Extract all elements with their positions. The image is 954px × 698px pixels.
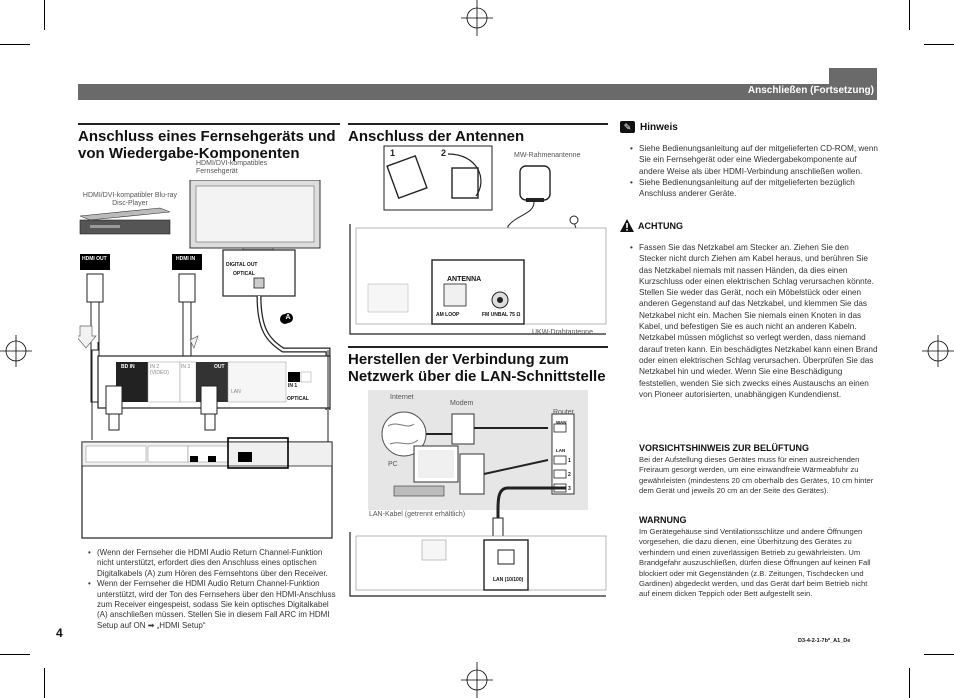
crop-mark [909,668,910,698]
panel-out: OUT [214,364,225,370]
digital-out-label: DIGITAL OUT [226,262,258,268]
lan-title: Herstellen der Verbindung zum Netzwerk über die LAN-Schnittstelle [348,351,606,385]
marker-a: A [283,313,293,323]
ventilation-title: VORSICHTSHINWEIS ZUR BELÜFTUNG [639,443,809,453]
title-rule [348,346,608,348]
crop-mark [0,654,30,655]
crop-mark [924,654,954,655]
pc-label: PC [388,461,398,468]
antenna-title-block [348,123,608,145]
internet-label: Internet [390,394,414,401]
warning-icon [620,219,634,232]
hdmi-in-label: HDMI IN [176,256,196,262]
ventilation-text: Bei der Aufstellung dieses Gerätes muss für einen ausreichenden Freiraum gesorgt werden, um eine einwandfreie Wärmeabfuhr zu gewährleisten (mindestens 20 cm oberhalb des Gerätes, 10 cm hinter dem Gerät und jeweils 20 cm an der Seite des Gerätes). [639,455,874,496]
lan-cable-label: LAN-Kabel (getrennt erhältlich) [369,511,466,518]
antenna-step-1: 1 [390,148,396,158]
router-port-1: 1 [568,458,571,464]
hdmi-out-label: HDMI OUT [82,256,107,262]
antenna-diagram [348,144,610,340]
header-tab [829,68,877,84]
panel-optical: OPTICAL [287,396,309,402]
modem-icon [452,414,474,444]
registration-mark [457,658,497,698]
ukw-antenna-label: UKW-Drahtantenne [532,329,593,336]
bluray-player-illustration [80,208,170,234]
receiver-bottom [82,438,332,538]
crop-mark [924,44,954,45]
tv-connection-diagram [78,180,340,540]
title-rule [348,123,608,125]
lan-title-block [348,346,608,385]
panel-in3: IN 3 [181,364,191,370]
router-port-2: 2 [568,472,571,478]
hinweis-title: Hinweis [640,122,678,133]
player-label: HDMI/DVI-kompatibler Blu-ray Disc-Player [82,192,178,207]
warnung-text: Im Gerätegehäuse sind Ventilationsschlitze und andere Öffnungen vorgesehen, die dazu dienen, eine Überhitzung des Gerätes zu verhindern und einen zuverlässigen Betrieb zu gewährleisten. Um Brandgefahr auszuschließen, dürfen diese Öffnungen auf keinen Fall blockiert oder mit Gegenständen (z.B. Zeitungen, Tischdecken und Gardinen) abgedeckt werden, und das Gerät darf beim Betrieb nicht auf einem dicken Teppich oder Bett aufgestellt sein. [639,527,871,599]
tv-label: HDMI/DVI-kompatibles Fernsehgerät [196,160,268,175]
crop-mark [0,44,30,45]
antenna-step-2: 2 [441,148,447,158]
achtung-title: ACHTUNG [638,221,683,231]
wan-label: WAN [556,420,567,425]
warnung-title: WARNUNG [639,515,687,525]
panel-lan: LAN [231,389,241,395]
section-label: Anschließen (Fortsetzung) [747,85,874,96]
note-item: • Wenn der Fernseher die HDMI Audio Return Channel-Funktion unterstützt, wird der Ton des Fernsehers über den HDMI-Anschluss zum Receiver eingespeist, sodass Sie kein optisches Digitalkabel (A) anschließen müssen. Stellen Sie in diesem Fall ARC im HDMI Setup auf ON ➡ „HDMI Setup“ [97,579,338,631]
antenna-step-box [384,146,492,210]
left-title: Anschluss eines Fernsehgeräts und von Wiedergabe-Komponenten [78,128,336,162]
panel-in1: IN 1 [288,383,298,389]
router-label: Router [553,409,575,416]
panel-in2: IN 2 (VIDEO) [150,364,169,376]
router-port-3: 3 [568,486,571,492]
note-icon: ✎ [620,121,635,133]
lan-port-label: LAN (10/100) [493,577,524,583]
hinweis-item: • Siehe Bedienungsanleitung auf der mitgelieferten CD-ROM, wenn Sie ein Fernsehgerät oder eine Wiedergabekomponente auf andere Weise als über HDMI-Verbindung anschließen wollen. [639,143,878,177]
tv-illustration [190,180,320,254]
antenna-label: ANTENNA [447,276,482,283]
registration-mark [918,331,954,371]
antenna-title: Anschluss der Antennen [348,128,525,145]
left-notes [86,548,338,631]
crop-mark [44,0,45,30]
modem-label: Modem [450,400,474,407]
fm-unbal-label: FM UNBAL 75 Ω [482,312,521,318]
hinweis-item: • Siehe Bedienungsanleitung auf der mitgelieferten bezüglich Anschluss anderer Geräte. [639,177,878,200]
router-lan-label: LAN [556,448,566,453]
optical-label: OPTICAL [233,271,255,277]
title-rule [78,123,340,125]
page-number: 4 [56,626,63,640]
crop-mark [909,0,910,30]
achtung-list [628,242,878,400]
lan-diagram [348,390,610,600]
hinweis-list [628,143,878,199]
footer-code: D3-4-2-1-7b*_A1_De [798,638,851,644]
note-item: • (Wenn der Fernseher die HDMI Audio Return Channel-Funktion nicht unterstützt, erfordert dies den Anschluss eines optischen Digitalkabels (A) zum Hören des Fernsehtons über den Receiver. [97,548,338,579]
left-title-block [78,123,340,162]
registration-mark [0,331,36,371]
panel-bd-in: BD IN [121,364,135,370]
registration-mark [457,0,497,40]
crop-mark [44,668,45,698]
am-loop-label: AM LOOP [436,312,460,318]
mw-antenna-label: MW-Rahmenantenne [514,152,581,159]
achtung-text: • Fassen Sie das Netzkabel am Stecker an. Ziehen Sie den Stecker nicht durch Ziehen am Kabel heraus, und berühren Sie das Netzkabel niemals mit nassen Händen, da dies einen Kurzschluss oder einen elektrischen Schlag verursachen könnte. Stellen Sie weder das Gerät, noch ein Möbelstück oder einen anderen Gegenstand auf das Netzkabel, und klemmen Sie das Netzkabel nicht ein. Machen Sie niemals einen Knoten in das Kabel, und befestigen Sie es auch nicht an anderen Kabeln. Netzkabel müssen möglichst so verlegt werden, dass niemand darauf treten kann. Ein beschädigtes Netzkabel kann einen Brand oder einen elektrischen Schlag verursachen. Überprüfen Sie das Netzkabel hin und wieder. Wenn Sie eine Beschädigung feststellen, wenden Sie sich zwecks eines Austauschs an einen von Pioneer autorisierten, unabhängigen Kundendienst. [639,242,878,400]
